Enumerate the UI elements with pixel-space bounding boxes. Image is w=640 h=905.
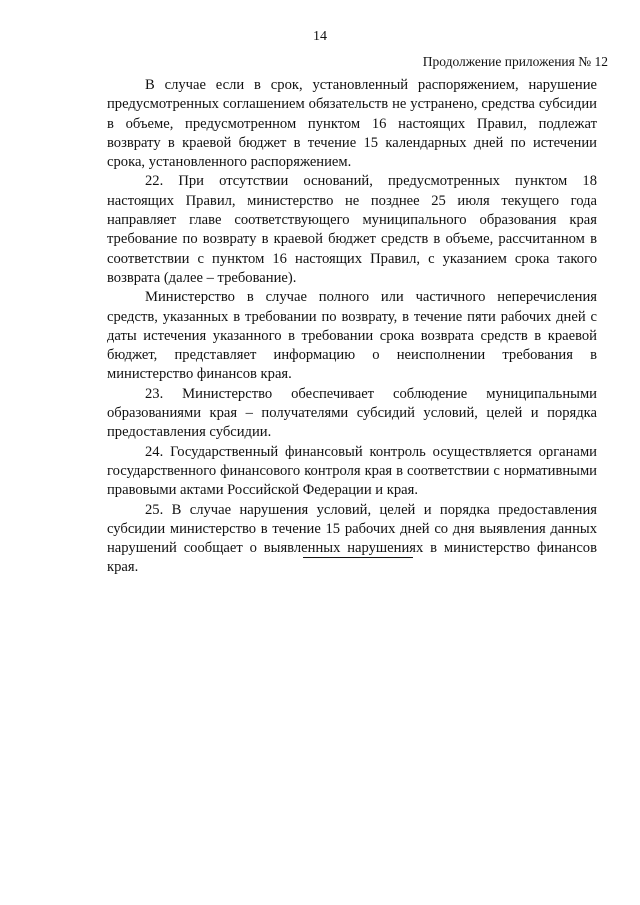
paragraph-24: 24. Государственный финансовый контроль осуществляется органами государственного финансового контроля края в соответствии с нормативными правовыми актами Российской Федерации и края. bbox=[107, 443, 597, 499]
paragraph-23: 23. Министерство обеспечивает соблюдение муниципальными образованиями края – получателями субсидий условий, целей и порядка предоставления субсидии. bbox=[107, 385, 597, 441]
paragraph-ministry-report: Министерство в случае полного или частичного неперечисления средств, указанных в требовании по возврату, в течение пяти рабочих дней с даты истечения указанного в требовании срока возврата средств в краевой бюджет, представляет информацию о неисполнении требования в министерство финансов края. bbox=[107, 289, 597, 383]
appendix-continuation-note: Продолжение приложения № 12 bbox=[422, 54, 608, 69]
paragraph-refund-deadline: В случае если в срок, установленный распоряжением, нарушение предусмотренных соглашением обязательств не устранено, средства субсидии в объеме, предусмотренном пунктом 16 настоящих Правил, подлежат возврату в краевой бюджет в течение 15 календарных дней по истечении срока, установленного распоряжением. bbox=[107, 77, 597, 171]
paragraph-22: 22. При отсутствии оснований, предусмотренных пунктом 18 настоящих Правил, министерство не позднее 25 июля текущего года направляет главе соответствующего муниципального образования края требование по возврату в краевой бюджет средств в объеме, рассчитанном в соответствии с пунктом 16 настоящих Правил, с указанием срока такого возврата (далее – требование). bbox=[107, 173, 597, 286]
paragraph-25: 25. В случае нарушения условий, целей и порядка предоставления субсидии министерство в течение 15 рабочих дней со дня выявления данных нарушений сообщает о выявленных нарушениях в министерство финансов края. bbox=[107, 501, 597, 576]
document-body bbox=[107, 76, 597, 578]
end-of-text-rule bbox=[303, 557, 413, 558]
page-number: 14 bbox=[313, 29, 327, 44]
